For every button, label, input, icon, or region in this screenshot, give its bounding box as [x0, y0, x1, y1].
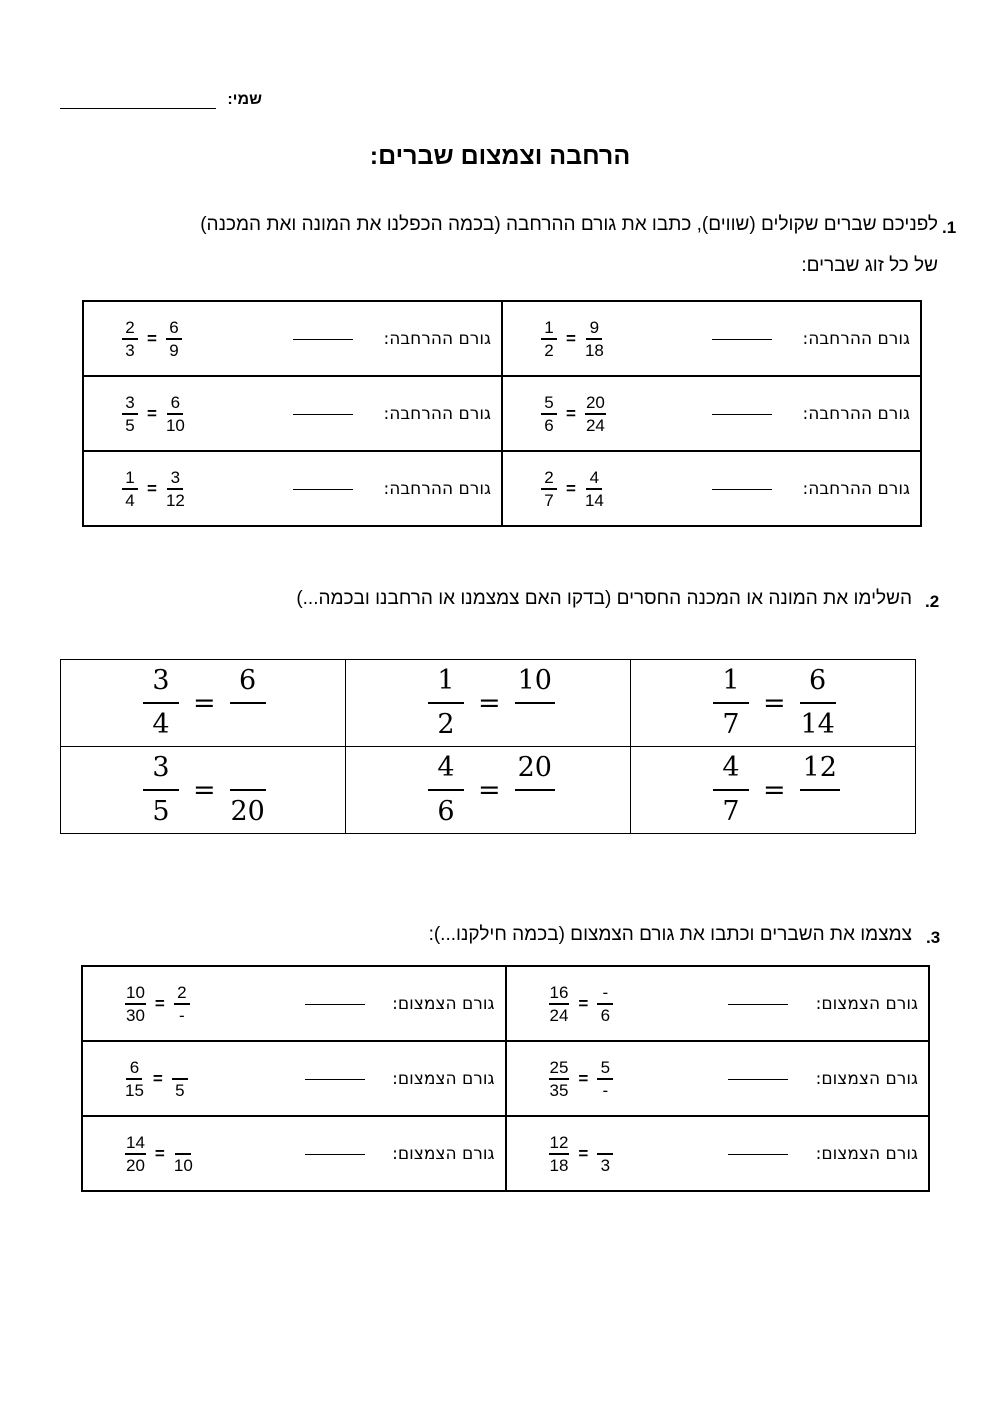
- fraction: [549, 1058, 570, 1100]
- fraction: [125, 1133, 146, 1175]
- denominator: 4: [152, 709, 170, 740]
- denominator: 35: [549, 1080, 569, 1100]
- question-1-text-line1: לפניכם שברים שקולים (שווים), כתבו את גורם ההרחבה (בכמה הכפלנו את המונה ואת המכנה): [200, 214, 938, 235]
- fraction: [585, 318, 604, 360]
- table-cell: [502, 451, 921, 526]
- fraction-equation[interactable]: [428, 751, 555, 829]
- numerator: 20: [515, 751, 555, 791]
- numerator: [175, 1133, 191, 1155]
- fraction-equation[interactable]: [428, 664, 555, 742]
- table-cell: [502, 301, 921, 376]
- fraction: [585, 468, 604, 510]
- fraction: [122, 393, 138, 435]
- fraction-equation: [122, 468, 185, 510]
- denominator: 20: [230, 796, 265, 827]
- equals-sign: =: [578, 993, 589, 1013]
- denominator: 3: [600, 1155, 611, 1175]
- numerator: 4: [713, 751, 749, 791]
- fraction: [143, 751, 179, 829]
- reduction-table: [81, 965, 930, 1192]
- fraction: [166, 393, 185, 435]
- table-cell: [83, 376, 502, 451]
- fraction: [125, 1058, 144, 1100]
- expansion-table: [82, 300, 922, 527]
- fraction-equation[interactable]: [713, 664, 836, 742]
- fraction: [549, 1133, 570, 1175]
- numerator: 20: [585, 393, 606, 415]
- table-cell: [631, 660, 916, 747]
- name-blank-line[interactable]: [60, 108, 216, 109]
- table-cell: [82, 1116, 506, 1191]
- fraction: [800, 751, 840, 829]
- denominator: -: [179, 1005, 185, 1025]
- denominator: 24: [549, 1005, 569, 1025]
- denominator: [805, 791, 835, 829]
- fraction: [541, 468, 557, 510]
- table-row: [82, 966, 929, 1041]
- denominator: 7: [722, 796, 740, 827]
- numerator: 6: [800, 664, 836, 704]
- equals-sign: =: [478, 774, 501, 806]
- denominator: 5: [125, 415, 135, 435]
- denominator: 5: [152, 796, 170, 827]
- equals-sign: =: [152, 1068, 163, 1088]
- factor-label: גורם הצמצום:: [392, 1143, 495, 1164]
- factor-label: גורם הצמצום:: [392, 1068, 495, 1089]
- denominator: 30: [126, 1005, 145, 1025]
- numerator: 10: [515, 664, 555, 704]
- table-row: [83, 301, 921, 376]
- denominator: 9: [169, 340, 179, 360]
- answer-blank[interactable]: [728, 1004, 788, 1005]
- factor-label: גורם ההרחבה:: [383, 328, 491, 349]
- answer-blank[interactable]: [728, 1079, 788, 1080]
- numerator: 3: [143, 751, 179, 791]
- denominator: 6: [544, 415, 554, 435]
- fraction: [597, 1133, 613, 1175]
- fraction: [122, 468, 138, 510]
- numerator: [597, 1133, 613, 1155]
- denominator: 18: [549, 1155, 569, 1175]
- fraction: [230, 751, 266, 829]
- fraction-equation[interactable]: [143, 664, 266, 742]
- equals-sign: =: [147, 328, 157, 348]
- table-cell: [83, 301, 502, 376]
- numerator: 6: [167, 393, 183, 415]
- question-3-number: .3: [926, 928, 941, 947]
- numerator: 10: [125, 983, 146, 1005]
- numerator: -: [597, 983, 613, 1005]
- numerator: 2: [541, 468, 557, 490]
- numerator: 16: [549, 983, 570, 1005]
- fraction: [713, 664, 749, 742]
- fraction-equation: [549, 1058, 614, 1100]
- fraction-equation: [541, 393, 606, 435]
- table-cell: [506, 966, 930, 1041]
- equals-sign: =: [147, 478, 157, 498]
- answer-blank[interactable]: [293, 414, 353, 415]
- equals-sign: =: [578, 1068, 589, 1088]
- equals-sign: =: [763, 687, 786, 719]
- numerator: 6: [166, 318, 182, 340]
- fraction-equation: [541, 318, 604, 360]
- equals-sign: =: [566, 478, 576, 498]
- equals-sign: =: [193, 687, 216, 719]
- table-row: [82, 1116, 929, 1191]
- numerator: 3: [143, 664, 179, 704]
- denominator: 24: [585, 415, 605, 435]
- factor-label: גורם הצמצום:: [815, 993, 918, 1014]
- fraction: [541, 318, 557, 360]
- answer-blank[interactable]: [293, 339, 353, 340]
- question-3-text: צמצמו את השברים וכתבו את גורם הצמצום (בכמה חילקנו...):: [428, 924, 912, 945]
- table-cell: [61, 747, 346, 834]
- denominator: 14: [584, 490, 604, 510]
- fraction-equation: [122, 318, 182, 360]
- fraction-equation: [549, 1133, 614, 1175]
- numerator: 14: [125, 1133, 146, 1155]
- fraction: [549, 983, 570, 1025]
- numerator: 4: [586, 468, 602, 490]
- numerator: [230, 751, 266, 791]
- answer-blank[interactable]: [712, 339, 772, 340]
- answer-blank[interactable]: [728, 1154, 788, 1155]
- table-cell: [631, 747, 916, 834]
- answer-blank[interactable]: [305, 1079, 365, 1080]
- question-1-text-line2: של כל זוג שברים:: [801, 255, 938, 276]
- numerator: 25: [549, 1058, 570, 1080]
- fraction: [428, 664, 464, 742]
- denominator: 7: [722, 709, 740, 740]
- denominator: 15: [125, 1080, 144, 1100]
- table-row: [61, 660, 916, 747]
- denominator: 10: [173, 1155, 193, 1175]
- question-2-text: השלימו את המונה או המכנה החסרים (בדקו האם צמצמנו או הרחבנו ובכמה...): [296, 588, 912, 609]
- equals-sign: =: [154, 993, 165, 1013]
- worksheet-title: הרחבה וצמצום שברים:: [369, 142, 631, 170]
- fraction: [515, 664, 555, 742]
- factor-label: גורם ההרחבה:: [383, 403, 491, 424]
- answer-blank[interactable]: [712, 414, 772, 415]
- equals-sign: =: [578, 1143, 589, 1163]
- fraction: [515, 751, 555, 829]
- question-2-number: .2: [925, 592, 940, 611]
- factor-label: גורם הצמצום:: [815, 1143, 918, 1164]
- table-row: [61, 747, 916, 834]
- fraction: [585, 393, 606, 435]
- fraction: [143, 664, 179, 742]
- equals-sign: =: [147, 403, 157, 423]
- numerator: 1: [713, 664, 749, 704]
- equals-sign: =: [154, 1143, 165, 1163]
- table-cell: [83, 451, 502, 526]
- numerator: 12: [549, 1133, 570, 1155]
- denominator: 6: [437, 796, 455, 827]
- denominator: 7: [544, 490, 554, 510]
- answer-blank[interactable]: [712, 489, 772, 490]
- denominator: 3: [125, 340, 135, 360]
- fraction: [166, 318, 182, 360]
- fraction: [174, 983, 190, 1025]
- denominator: 20: [126, 1155, 145, 1175]
- equals-sign: =: [763, 774, 786, 806]
- numerator: 5: [597, 1058, 613, 1080]
- fraction-equation[interactable]: [143, 751, 266, 829]
- denominator: -: [602, 1080, 609, 1100]
- fraction: [800, 664, 836, 742]
- factor-label: גורם ההרחבה:: [802, 403, 910, 424]
- answer-blank[interactable]: [305, 1004, 365, 1005]
- table-cell: [61, 660, 346, 747]
- fraction: [597, 983, 613, 1025]
- fraction-equation: [125, 1133, 193, 1175]
- factor-label: גורם ההרחבה:: [802, 478, 910, 499]
- fraction-equation: [125, 983, 190, 1025]
- name-label: שמי:: [227, 91, 262, 108]
- denominator: 18: [584, 340, 604, 360]
- numerator: 6: [230, 664, 266, 704]
- fraction: [428, 751, 464, 829]
- denominator: 10: [165, 415, 185, 435]
- equals-sign: =: [566, 403, 576, 423]
- table-cell: [506, 1116, 930, 1191]
- factor-label: גורם הצמצום:: [392, 993, 495, 1014]
- denominator: [520, 791, 550, 829]
- numerator: 1: [122, 468, 138, 490]
- fraction: [166, 468, 185, 510]
- fraction: [541, 393, 557, 435]
- table-cell: [346, 660, 631, 747]
- table-row: [83, 376, 921, 451]
- numerator: 2: [174, 983, 190, 1005]
- denominator: 5: [175, 1080, 185, 1100]
- equals-sign: =: [478, 687, 501, 719]
- question-1-number: .1: [942, 218, 957, 237]
- numerator: 1: [428, 664, 464, 704]
- fraction-equation: [125, 1058, 188, 1100]
- name-field[interactable]: [60, 88, 270, 114]
- denominator: [520, 704, 550, 742]
- numerator: 3: [122, 393, 138, 415]
- equals-sign: =: [566, 328, 576, 348]
- table-cell: [82, 966, 506, 1041]
- missing-term-table: [60, 659, 916, 834]
- table-row: [82, 1041, 929, 1116]
- fraction: [230, 664, 266, 742]
- numerator: 1: [541, 318, 557, 340]
- fraction-equation: [549, 983, 614, 1025]
- fraction: [172, 1058, 188, 1100]
- fraction: [125, 983, 146, 1025]
- denominator: 6: [600, 1005, 611, 1025]
- answer-blank[interactable]: [305, 1154, 365, 1155]
- factor-label: גורם ההרחבה:: [802, 328, 910, 349]
- equals-sign: =: [193, 774, 216, 806]
- fraction-equation: [122, 393, 185, 435]
- fraction-equation[interactable]: [713, 751, 840, 829]
- numerator: [172, 1058, 188, 1080]
- fraction: [174, 1133, 193, 1175]
- numerator: 12: [800, 751, 840, 791]
- factor-label: גורם ההרחבה:: [383, 478, 491, 499]
- denominator: [233, 704, 263, 742]
- answer-blank[interactable]: [293, 489, 353, 490]
- fraction: [713, 751, 749, 829]
- numerator: 6: [126, 1058, 142, 1080]
- table-cell: [502, 376, 921, 451]
- numerator: 5: [541, 393, 557, 415]
- fraction: [597, 1058, 613, 1100]
- table-cell: [346, 747, 631, 834]
- factor-label: גורם הצמצום:: [815, 1068, 918, 1089]
- denominator: 4: [125, 490, 135, 510]
- table-cell: [506, 1041, 930, 1116]
- denominator: 12: [165, 490, 185, 510]
- table-cell: [82, 1041, 506, 1116]
- numerator: 9: [586, 318, 602, 340]
- denominator: 14: [800, 709, 835, 740]
- fraction-equation: [541, 468, 604, 510]
- denominator: 2: [437, 709, 455, 740]
- numerator: 4: [428, 751, 464, 791]
- numerator: 3: [167, 468, 183, 490]
- denominator: 2: [544, 340, 554, 360]
- fraction: [122, 318, 138, 360]
- numerator: 2: [122, 318, 138, 340]
- table-row: [83, 451, 921, 526]
